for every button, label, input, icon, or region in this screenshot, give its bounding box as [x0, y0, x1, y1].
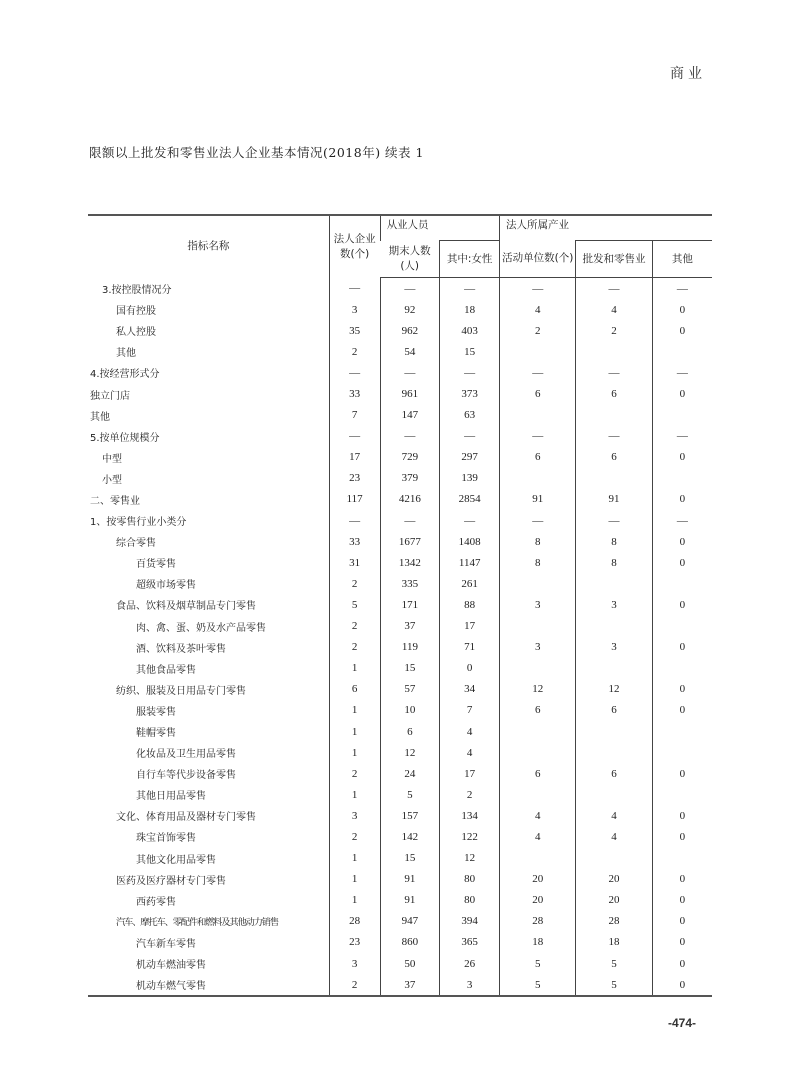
cell-enterprises: 17	[329, 447, 380, 468]
table-caption: 限额以上批发和零售业法人企业基本情况(2018年) 续表 1	[89, 145, 424, 160]
cell-units-other	[652, 405, 712, 426]
cell-units-wholesale-retail	[576, 721, 652, 742]
cell-employees-female: 373	[440, 383, 500, 404]
cell-units-wholesale-retail: 3	[576, 637, 652, 658]
cell-units-other: 0	[652, 552, 712, 573]
cell-employees-female: 71	[440, 637, 500, 658]
cell-units-wholesale-retail: 91	[576, 489, 652, 510]
row-indicator-name: 鞋帽零售	[136, 728, 176, 740]
row-indicator-name: 酒、饮料及茶叶零售	[136, 643, 226, 655]
cell-employees-total: 157	[380, 805, 440, 826]
cell-units-total: 18	[500, 932, 576, 953]
cell-enterprises: 2	[329, 637, 380, 658]
row-indicator-name: 肉、禽、蛋、奶及水产品零售	[136, 622, 266, 634]
table-row	[88, 974, 712, 996]
cell-units-total	[500, 658, 576, 679]
cell-units-wholesale-retail	[576, 658, 652, 679]
cell-units-total: —	[500, 426, 576, 447]
table-row	[88, 826, 712, 847]
row-indicator-name: 珠宝首饰零售	[136, 833, 196, 845]
cell-units-wholesale-retail: —	[576, 362, 652, 383]
row-indicator-name: 二、零售业	[90, 495, 140, 507]
cell-employees-female: 0	[440, 658, 500, 679]
cell-employees-total: 142	[380, 826, 440, 847]
cell-units-other: 0	[652, 890, 712, 911]
table-body	[88, 278, 712, 997]
cell-units-wholesale-retail: 6	[576, 700, 652, 721]
row-indicator-name: 自行车等代步设备零售	[136, 770, 236, 782]
cell-units-other: 0	[652, 637, 712, 658]
cell-units-total: 91	[500, 489, 576, 510]
cell-enterprises: 3	[329, 953, 380, 974]
header-units-wholesale-retail: 批发和零售业	[576, 241, 652, 278]
cell-units-other: 0	[652, 447, 712, 468]
cell-employees-female: —	[440, 278, 500, 300]
cell-employees-female: 3	[440, 974, 500, 996]
row-indicator-name: 服装零售	[136, 706, 176, 718]
cell-employees-total: 962	[380, 320, 440, 341]
cell-units-total: 8	[500, 552, 576, 573]
cell-units-wholesale-retail: —	[576, 426, 652, 447]
cell-units-wholesale-retail: 3	[576, 594, 652, 615]
cell-employees-total: 37	[380, 974, 440, 996]
table-row	[88, 468, 712, 489]
table-row	[88, 616, 712, 637]
cell-employees-female: 403	[440, 320, 500, 341]
cell-enterprises: 117	[329, 489, 380, 510]
cell-employees-female: —	[440, 426, 500, 447]
cell-employees-total: 91	[380, 890, 440, 911]
cell-units-wholesale-retail	[576, 405, 652, 426]
table-row	[88, 383, 712, 404]
cell-enterprises: 3	[329, 805, 380, 826]
cell-employees-total: 1677	[380, 531, 440, 552]
cell-units-other	[652, 848, 712, 869]
cell-employees-female: 34	[440, 679, 500, 700]
table-row	[88, 721, 712, 742]
cell-enterprises: 5	[329, 594, 380, 615]
table-row	[88, 405, 712, 426]
cell-units-wholesale-retail: —	[576, 510, 652, 531]
table-row	[88, 637, 712, 658]
cell-units-total: 6	[500, 700, 576, 721]
cell-units-total: 4	[500, 805, 576, 826]
row-indicator-name: 其他	[116, 348, 136, 360]
row-indicator-name: 汽车新车零售	[136, 938, 196, 950]
cell-units-total: —	[500, 278, 576, 300]
row-indicator-name: 百货零售	[136, 559, 176, 571]
cell-units-total	[500, 405, 576, 426]
header-employees-total: 期末人数(人)	[380, 241, 440, 278]
cell-units-wholesale-retail: 4	[576, 805, 652, 826]
cell-employees-total: 91	[380, 869, 440, 890]
row-indicator-name: 其他文化用品零售	[136, 854, 216, 866]
cell-units-other	[652, 742, 712, 763]
cell-enterprises: 3	[329, 299, 380, 320]
cell-units-other: 0	[652, 974, 712, 996]
cell-employees-total: —	[380, 510, 440, 531]
cell-enterprises: 1	[329, 890, 380, 911]
row-indicator-name: 文化、体育用品及器材专门零售	[116, 812, 256, 824]
table-row	[88, 763, 712, 784]
cell-employees-total: 5	[380, 784, 440, 805]
cell-enterprises: 7	[329, 405, 380, 426]
cell-employees-total: 57	[380, 679, 440, 700]
table-row	[88, 320, 712, 341]
table-row	[88, 299, 712, 320]
cell-employees-total: —	[380, 278, 440, 300]
cell-units-total: —	[500, 510, 576, 531]
cell-units-total	[500, 721, 576, 742]
cell-units-wholesale-retail	[576, 341, 652, 362]
cell-units-other: 0	[652, 594, 712, 615]
cell-employees-total: 92	[380, 299, 440, 320]
row-indicator-name: 西药零售	[136, 896, 176, 908]
table-row	[88, 953, 712, 974]
cell-employees-total: 24	[380, 763, 440, 784]
row-indicator-name: 国有控股	[116, 306, 156, 318]
table-row	[88, 784, 712, 805]
cell-units-other: 0	[652, 679, 712, 700]
cell-units-wholesale-retail: 6	[576, 447, 652, 468]
table-row	[88, 341, 712, 362]
cell-units-total: 3	[500, 594, 576, 615]
cell-units-total: —	[500, 362, 576, 383]
row-indicator-name: 1、按零售行业小类分	[90, 517, 187, 529]
cell-units-total	[500, 784, 576, 805]
cell-units-wholesale-retail	[576, 573, 652, 594]
cell-units-total	[500, 573, 576, 594]
cell-employees-female: 2854	[440, 489, 500, 510]
cell-units-total: 5	[500, 974, 576, 996]
cell-units-wholesale-retail: —	[576, 278, 652, 300]
cell-enterprises: 23	[329, 932, 380, 953]
cell-units-wholesale-retail: 4	[576, 826, 652, 847]
cell-employees-female: —	[440, 510, 500, 531]
row-indicator-name: 其他日用品零售	[136, 791, 206, 803]
cell-units-total: 6	[500, 447, 576, 468]
cell-units-total: 4	[500, 826, 576, 847]
table-row	[88, 742, 712, 763]
cell-units-total	[500, 848, 576, 869]
page-number: -474-	[668, 1016, 697, 1030]
cell-units-wholesale-retail: 8	[576, 531, 652, 552]
cell-employees-total: 860	[380, 932, 440, 953]
cell-units-wholesale-retail: 12	[576, 679, 652, 700]
cell-units-other	[652, 784, 712, 805]
cell-employees-female: 80	[440, 869, 500, 890]
table-row	[88, 510, 712, 531]
cell-employees-female: 134	[440, 805, 500, 826]
cell-employees-total: 147	[380, 405, 440, 426]
cell-units-wholesale-retail	[576, 616, 652, 637]
cell-units-total: 28	[500, 911, 576, 932]
cell-units-other	[652, 341, 712, 362]
row-indicator-name: 汽车、摩托车、零配件和燃料及其他动力销售	[116, 917, 278, 929]
cell-enterprises: 31	[329, 552, 380, 573]
cell-employees-female: 88	[440, 594, 500, 615]
cell-enterprises: 1	[329, 658, 380, 679]
row-indicator-name: 4.按经营形式分	[90, 369, 160, 381]
cell-units-other: 0	[652, 320, 712, 341]
cell-employees-female: 17	[440, 616, 500, 637]
cell-employees-female: 139	[440, 468, 500, 489]
cell-units-total: 20	[500, 869, 576, 890]
header-units-total: 活动单位数(个)	[500, 241, 576, 278]
cell-enterprises: 33	[329, 383, 380, 404]
cell-enterprises: 1	[329, 848, 380, 869]
row-indicator-name: 食品、饮料及烟草制品专门零售	[116, 601, 256, 613]
row-indicator-name: 化妆品及卫生用品零售	[136, 749, 236, 761]
cell-units-wholesale-retail: 5	[576, 974, 652, 996]
cell-employees-female: 17	[440, 763, 500, 784]
cell-units-other: 0	[652, 869, 712, 890]
cell-employees-total: 4216	[380, 489, 440, 510]
row-indicator-name: 纺织、服装及日用品专门零售	[116, 685, 246, 697]
cell-enterprises: 1	[329, 784, 380, 805]
cell-employees-female: 26	[440, 953, 500, 974]
cell-units-wholesale-retail: 6	[576, 383, 652, 404]
table-row	[88, 911, 712, 932]
cell-units-other: 0	[652, 531, 712, 552]
cell-employees-female: 15	[440, 341, 500, 362]
cell-units-total: 6	[500, 763, 576, 784]
cell-enterprises: —	[329, 510, 380, 531]
cell-enterprises: 6	[329, 679, 380, 700]
cell-employees-total: 171	[380, 594, 440, 615]
cell-employees-female: 2	[440, 784, 500, 805]
cell-units-total: 6	[500, 383, 576, 404]
cell-enterprises: 23	[329, 468, 380, 489]
row-indicator-name: 中型	[102, 453, 122, 465]
table-row	[88, 848, 712, 869]
cell-enterprises: 1	[329, 869, 380, 890]
cell-enterprises: 2	[329, 974, 380, 996]
row-indicator-name: 机动车燃油零售	[136, 960, 206, 972]
cell-enterprises: 1	[329, 721, 380, 742]
cell-employees-total: 947	[380, 911, 440, 932]
cell-employees-female: 394	[440, 911, 500, 932]
cell-employees-total: 961	[380, 383, 440, 404]
cell-units-other	[652, 573, 712, 594]
header-enterprises: 法人企业数(个)	[329, 215, 380, 278]
header-units-other: 其他	[652, 241, 712, 278]
cell-enterprises: —	[329, 278, 380, 300]
cell-employees-total: 15	[380, 658, 440, 679]
cell-enterprises: 2	[329, 341, 380, 362]
row-indicator-name: 医药及医疗器材专门零售	[116, 875, 226, 887]
table-row	[88, 869, 712, 890]
table-row	[88, 278, 712, 300]
table-row	[88, 658, 712, 679]
cell-units-wholesale-retail: 28	[576, 911, 652, 932]
table-header	[88, 215, 712, 278]
cell-employees-female: 18	[440, 299, 500, 320]
table-row	[88, 594, 712, 615]
cell-employees-female: 261	[440, 573, 500, 594]
cell-units-wholesale-retail: 2	[576, 320, 652, 341]
cell-units-other: 0	[652, 489, 712, 510]
table-row	[88, 700, 712, 721]
cell-employees-female: —	[440, 362, 500, 383]
cell-enterprises: 1	[329, 742, 380, 763]
cell-employees-female: 1147	[440, 552, 500, 573]
header-units-group: 法人所属产业	[500, 215, 712, 241]
cell-units-total: 20	[500, 890, 576, 911]
cell-units-total: 8	[500, 531, 576, 552]
table-row	[88, 489, 712, 510]
cell-employees-total: 729	[380, 447, 440, 468]
row-indicator-name: 小型	[102, 474, 122, 486]
cell-employees-female: 4	[440, 742, 500, 763]
cell-units-wholesale-retail: 6	[576, 763, 652, 784]
cell-enterprises: 33	[329, 531, 380, 552]
row-indicator-name: 私人控股	[116, 327, 156, 339]
cell-employees-female: 80	[440, 890, 500, 911]
cell-employees-total: 50	[380, 953, 440, 974]
cell-enterprises: 2	[329, 573, 380, 594]
cell-enterprises: —	[329, 426, 380, 447]
cell-employees-total: 12	[380, 742, 440, 763]
table-row	[88, 679, 712, 700]
cell-units-wholesale-retail	[576, 848, 652, 869]
row-indicator-name: 5.按单位规模分	[90, 432, 160, 444]
cell-units-wholesale-retail: 18	[576, 932, 652, 953]
cell-employees-female: 365	[440, 932, 500, 953]
cell-employees-total: 379	[380, 468, 440, 489]
cell-units-total	[500, 616, 576, 637]
table-row	[88, 890, 712, 911]
header-indicator: 指标名称	[88, 215, 329, 278]
cell-units-total: 12	[500, 679, 576, 700]
cell-units-total: 4	[500, 299, 576, 320]
cell-units-other: —	[652, 426, 712, 447]
cell-units-other: —	[652, 278, 712, 300]
cell-units-other: 0	[652, 932, 712, 953]
cell-employees-female: 7	[440, 700, 500, 721]
cell-units-other: 0	[652, 953, 712, 974]
cell-units-wholesale-retail: 20	[576, 890, 652, 911]
cell-units-wholesale-retail: 8	[576, 552, 652, 573]
cell-employees-total: —	[380, 362, 440, 383]
row-indicator-name: 其他食品零售	[136, 664, 196, 676]
row-indicator-name: 超级市场零售	[136, 580, 196, 592]
cell-units-wholesale-retail	[576, 742, 652, 763]
cell-employees-total: 119	[380, 637, 440, 658]
cell-units-other: 0	[652, 805, 712, 826]
statistics-table	[88, 214, 712, 997]
cell-units-other: —	[652, 362, 712, 383]
cell-units-wholesale-retail: 20	[576, 869, 652, 890]
cell-units-other: 0	[652, 763, 712, 784]
cell-units-other	[652, 468, 712, 489]
cell-employees-total: 335	[380, 573, 440, 594]
cell-enterprises: 1	[329, 700, 380, 721]
cell-employees-female: 4	[440, 721, 500, 742]
cell-employees-female: 297	[440, 447, 500, 468]
table-row	[88, 805, 712, 826]
cell-units-other: 0	[652, 826, 712, 847]
cell-units-total: 3	[500, 637, 576, 658]
cell-units-other: 0	[652, 383, 712, 404]
cell-units-wholesale-retail: 5	[576, 953, 652, 974]
header-employees-group: 从业人员	[380, 215, 499, 241]
cell-employees-female: 122	[440, 826, 500, 847]
cell-units-total: 5	[500, 953, 576, 974]
table-row	[88, 426, 712, 447]
table-row	[88, 573, 712, 594]
cell-enterprises: 2	[329, 826, 380, 847]
cell-units-other: 0	[652, 700, 712, 721]
cell-employees-total: 15	[380, 848, 440, 869]
cell-employees-total: 37	[380, 616, 440, 637]
cell-units-total: 2	[500, 320, 576, 341]
cell-employees-total: 10	[380, 700, 440, 721]
cell-units-other	[652, 721, 712, 742]
row-indicator-name: 其他	[90, 411, 110, 423]
cell-units-total	[500, 742, 576, 763]
row-indicator-name: 机动车燃气零售	[88, 974, 329, 996]
cell-units-total	[500, 468, 576, 489]
cell-employees-female: 12	[440, 848, 500, 869]
cell-employees-total: —	[380, 426, 440, 447]
cell-units-wholesale-retail	[576, 784, 652, 805]
row-indicator-name: 3.按控股情况分	[102, 284, 172, 296]
running-head: 商业	[670, 66, 706, 82]
cell-employees-female: 63	[440, 405, 500, 426]
cell-units-total	[500, 341, 576, 362]
table-row	[88, 362, 712, 383]
table-row	[88, 447, 712, 468]
table-row	[88, 531, 712, 552]
row-indicator-name: 综合零售	[116, 538, 156, 550]
cell-units-other: 0	[652, 299, 712, 320]
cell-units-other	[652, 658, 712, 679]
cell-employees-total: 1342	[380, 552, 440, 573]
cell-employees-female: 1408	[440, 531, 500, 552]
cell-enterprises: 35	[329, 320, 380, 341]
cell-enterprises: 2	[329, 616, 380, 637]
cell-units-other: 0	[652, 911, 712, 932]
table-row	[88, 552, 712, 573]
cell-enterprises: —	[329, 362, 380, 383]
header-employees-female: 其中:女性	[440, 241, 500, 278]
cell-units-other	[652, 616, 712, 637]
row-indicator-name: 独立门店	[90, 390, 130, 402]
cell-enterprises: 28	[329, 911, 380, 932]
table-row	[88, 932, 712, 953]
cell-enterprises: 2	[329, 763, 380, 784]
cell-units-wholesale-retail: 4	[576, 299, 652, 320]
cell-units-other: —	[652, 510, 712, 531]
cell-employees-total: 54	[380, 341, 440, 362]
cell-employees-total: 6	[380, 721, 440, 742]
cell-units-wholesale-retail	[576, 468, 652, 489]
